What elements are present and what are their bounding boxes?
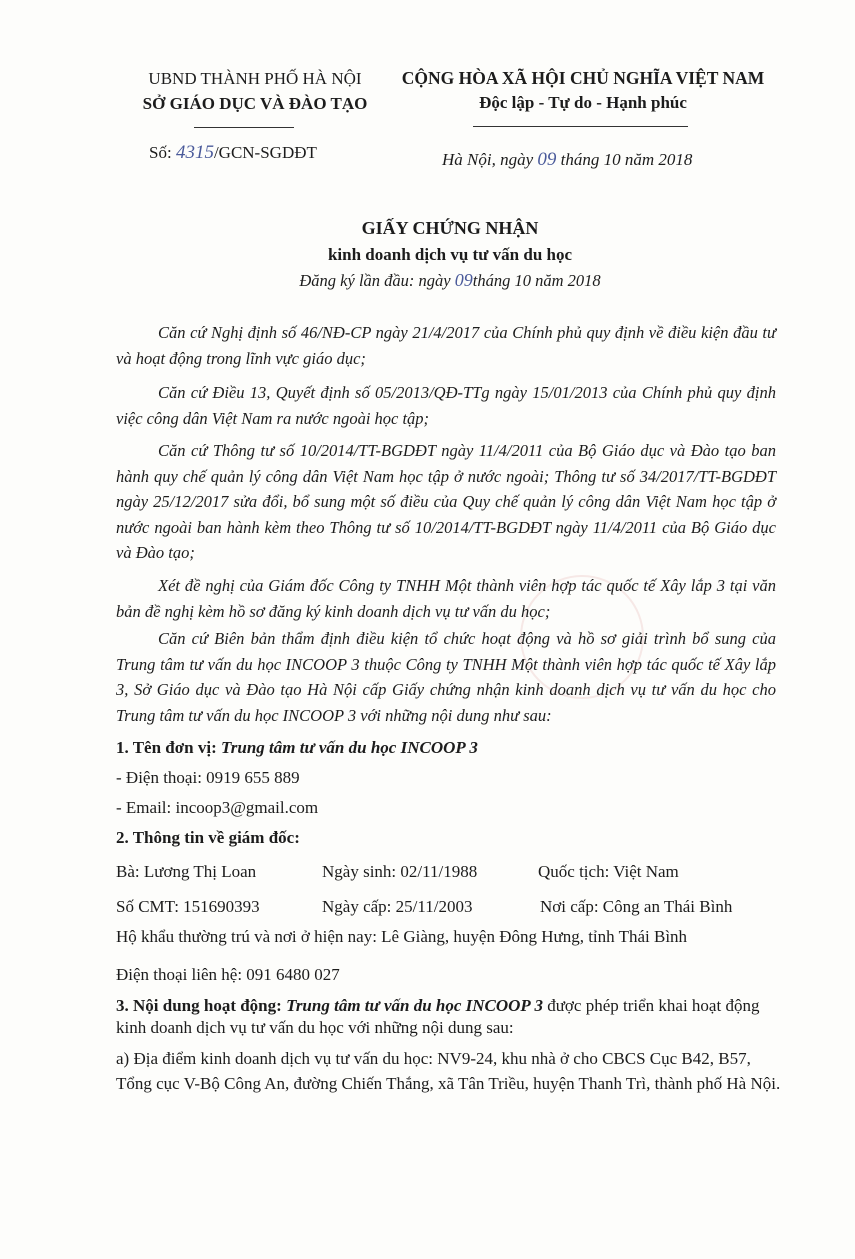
date-suffix: tháng 10 năm 2018 xyxy=(556,150,693,169)
preamble-paragraph: Căn cứ Nghị định số 46/NĐ-CP ngày 21/4/2017 của Chính phủ quy định về điều kiện đầu tư và hoạt động trong lĩnh vực giáo dục; xyxy=(116,323,776,368)
section3-unit-name: Trung tâm tư vấn du học INCOOP 3 xyxy=(286,996,543,1015)
issuer-authority: UBND THÀNH PHỐ HÀ NỘI xyxy=(148,69,362,88)
location-item: a) Địa điểm kinh doanh dịch vụ tư vấn du học: NV9-24, khu nhà ở cho CBCS Cục B42, B57, Tổng cục V-Bộ Công An, đường Chiến Thắng, xã Tân Triều, huyện Thanh Trì, thành phố Hà Nội. xyxy=(116,1049,781,1093)
unit-phone: - Điện thoại: 0919 655 889 xyxy=(116,768,300,787)
reg-suffix: tháng 10 năm 2018 xyxy=(472,271,601,290)
section3-paragraph xyxy=(116,995,781,1039)
issuer-department: SỞ GIÁO DỤC VÀ ĐÀO TẠO xyxy=(142,94,368,113)
national-title: CỘNG HÒA XÃ HỘI CHỦ NGHĨA VIỆT NAM xyxy=(401,68,765,88)
director-dob: Ngày sinh: 02/11/1988 xyxy=(322,862,478,881)
registration-date xyxy=(0,270,855,291)
unit-email: - Email: incoop3@gmail.com xyxy=(116,798,319,817)
director-id: Số CMT: 151690393 xyxy=(116,897,260,916)
motto-underline xyxy=(473,126,688,127)
number-suffix: /GCN-SGDĐT xyxy=(213,143,317,162)
certificate-subtitle: kinh doanh dịch vụ tư vấn du học xyxy=(327,245,573,264)
section2-heading: 2. Thông tin về giám đốc: xyxy=(116,828,300,847)
document-date xyxy=(442,149,692,171)
section1-label: 1. Tên đơn vị: xyxy=(116,738,221,757)
director-address: Hộ khẩu thường trú và nơi ở hiện nay: Lê Giàng, huyện Đông Hưng, tỉnh Thái Bình xyxy=(116,927,688,946)
unit-name: Trung tâm tư vấn du học INCOOP 3 xyxy=(221,738,478,757)
national-motto: Độc lập - Tự do - Hạnh phúc xyxy=(479,93,687,112)
number-prefix: Số: xyxy=(149,143,176,162)
id-issue-place: Nơi cấp: Công an Thái Bình xyxy=(540,897,733,916)
number-handwritten: 4315 xyxy=(175,142,214,163)
document-number xyxy=(149,142,317,164)
section1-heading xyxy=(116,738,478,758)
preamble-paragraph: Căn cứ Thông tư số 10/2014/TT-BGDĐT ngày 11/4/2011 của Bộ Giáo dục và Đào tạo ban hành quy chế quản lý công dân Việt Nam học tập ở nước ngoài; Thông tư số 34/2017/TT-BGDĐT ngày 25/12/2017 sửa đổi, bổ sung một số điều của Quy chế quản lý công dân Việt Nam học tập ở nước ngoài ban hành kèm theo Thông tư số 10/2014/TT-BGDĐT ngày 11/4/2011 của Bộ Giáo dục và Đào tạo; xyxy=(116,441,776,562)
id-issue-date: Ngày cấp: 25/11/2003 xyxy=(322,897,473,916)
section3-label: 3. Nội dung hoạt động: xyxy=(116,996,287,1015)
director-phone: Điện thoại liên hệ: 091 6480 027 xyxy=(116,965,340,984)
date-prefix: Hà Nội, ngày xyxy=(442,150,538,169)
reg-day-handwritten: 09 xyxy=(454,270,473,290)
preamble-paragraph: Xét đề nghị của Giám đốc Công ty TNHH Một thành viên hợp tác quốc tế Xây lắp 3 tại văn bản đề nghị kèm hồ sơ đăng ký kinh doanh dịch vụ tư vấn du học; xyxy=(116,576,776,621)
director-nationality: Quốc tịch: Việt Nam xyxy=(538,862,679,881)
reg-prefix: Đăng ký lần đầu: ngày xyxy=(299,271,455,290)
date-day-handwritten: 09 xyxy=(537,149,557,170)
issuer-underline xyxy=(194,127,294,128)
certificate-title: GIẤY CHỨNG NHẬN xyxy=(361,218,539,238)
preamble-paragraph: Căn cứ Điều 13, Quyết định số 05/2013/QĐ-TTg ngày 15/01/2013 của Chính phủ quy định việc công dân Việt Nam ra nước ngoài học tập; xyxy=(116,383,776,428)
section3-text: được phép triển khai hoạt động kinh doanh dịch vụ tư vấn du học với những nội dung sau: xyxy=(116,996,760,1037)
director-name: Bà: Lương Thị Loan xyxy=(116,862,257,881)
preamble-paragraph: Căn cứ Biên bản thẩm định điều kiện tổ chức hoạt động và hồ sơ giải trình bổ sung của Trung tâm tư vấn du học INCOOP 3 thuộc Công ty TNHH Một thành viên hợp tác quốc tế Xây lắp 3, Sở Giáo dục và Đào tạo Hà Nội cấp Giấy chứng nhận kinh doanh dịch vụ tư vấn du học cho Trung tâm tư vấn du học INCOOP 3 với những nội dung như sau: xyxy=(116,629,776,725)
